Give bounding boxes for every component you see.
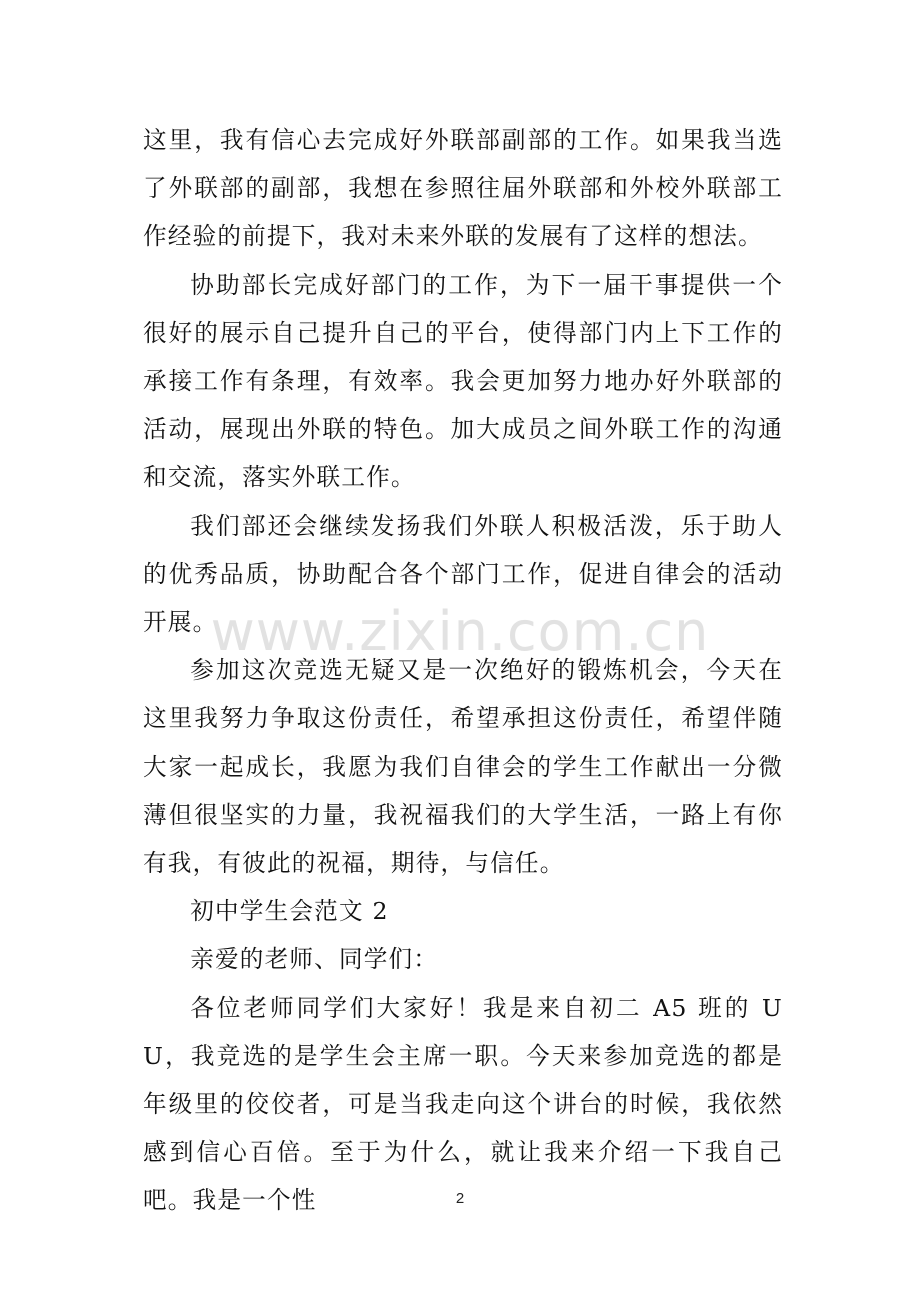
- paragraph-assist-director: 协助部长完成好部门的工作，为下一届干事提供一个很好的展示自己提升自己的平台，使得部门内上下工作的承接工作有条理，有效率。我会更加努力地办好外联部的活动，展现出外联的特色。加大成员之间外联工作的沟通和交流，落实外联工作。: [143, 270, 783, 492]
- paragraph-introduction: 各位老师同学们大家好！我是来自初二 A5 班的 UU，我竞选的是学生会主席一职。今天来参加竞选的都是年级里的佼佼者，可是当我走向这个讲台的时候，我依然感到信心百倍。至于为什么，就让我来介绍一下我自己吧。我是一个性: [143, 993, 783, 1215]
- paragraph-continuation: 这里，我有信心去完成好外联部副部的工作。如果我当选了外联部的副部，我想在参照往届外联部和外校外联部工作经验的前提下，我对未来外联的发展有了这样的想法。: [143, 126, 783, 251]
- section-heading: 初中学生会范文 2: [190, 897, 389, 926]
- page-number: 2: [455, 1190, 465, 1207]
- salutation: 亲爱的老师、同学们：: [190, 945, 439, 974]
- watermark: www.zixin.com.cn: [210, 600, 710, 663]
- paragraph-department-spirit: 我们部还会继续发扬我们外联人积极活泼，乐于助人的优秀品质，协助配合各个部门工作，促进自律会的活动开展。: [143, 511, 783, 637]
- document-body: [143, 116, 783, 1225]
- paragraph-closing: 参加这次竞选无疑又是一次绝好的锻炼机会，今天在这里我努力争取这份责任，希望承担这份责任，希望伴随大家一起成长，我愿为我们自律会的学生工作献出一分微薄但很坚实的力量，我祝福我们的大学生活，一路上有你有我，有彼此的祝福，期待，与信任。: [143, 656, 783, 878]
